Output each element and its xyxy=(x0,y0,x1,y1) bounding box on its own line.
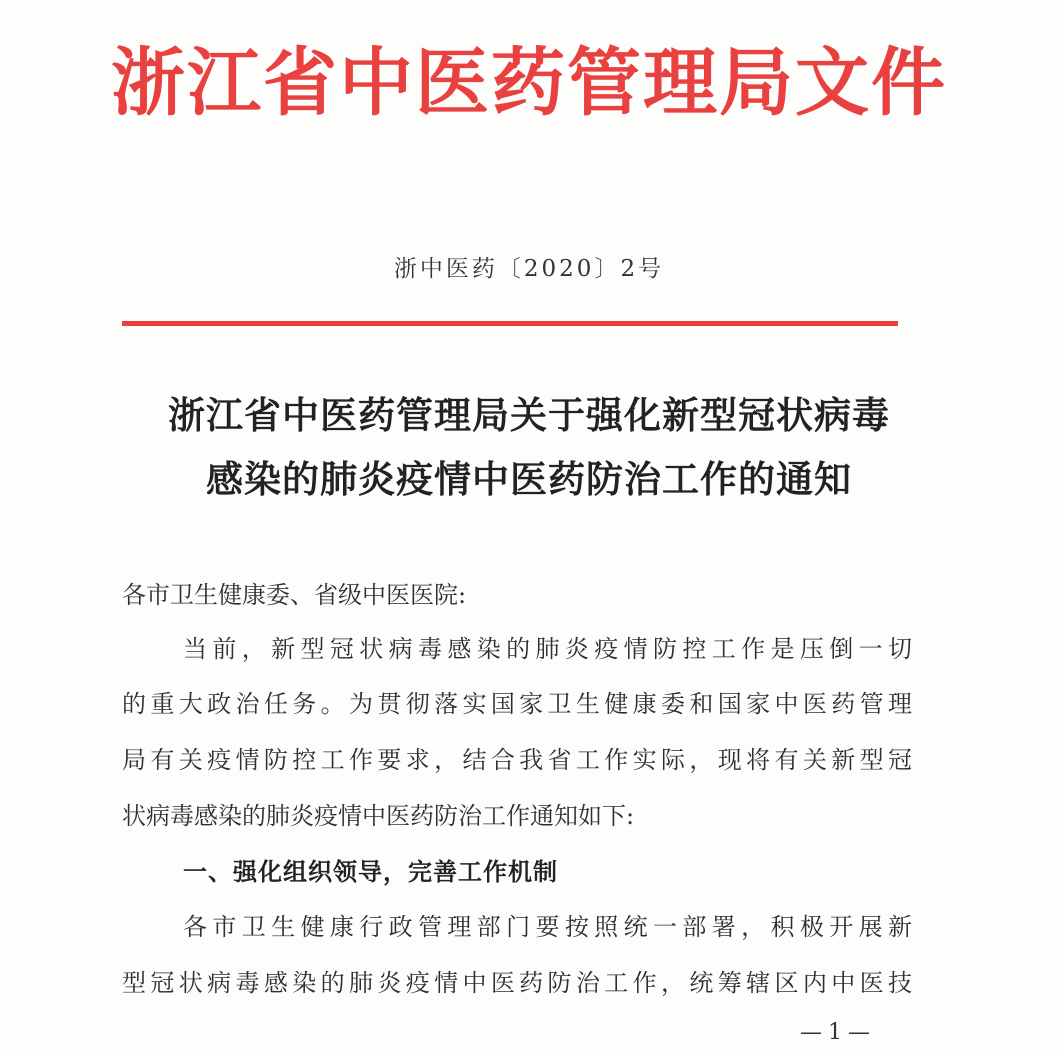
paragraph-line: 局有关疫情防控工作要求，结合我省工作实际，现将有关新型冠 xyxy=(122,746,912,774)
paragraph-line: 各市卫生健康行政管理部门要按照统一部署，积极开展新 xyxy=(183,913,912,941)
paragraph-line: 当前，新型冠状病毒感染的肺炎疫情防控工作是压倒一切 xyxy=(183,635,912,663)
addressee: 各市卫生健康委、省级中医医院: xyxy=(122,581,467,609)
page-number: —1— xyxy=(800,1020,876,1045)
paragraph-line: 的重大政治任务。为贯彻落实国家卫生健康委和国家中医药管理 xyxy=(122,690,912,718)
paragraph-line: 型冠状病毒感染的肺炎疫情中医药防治工作，统筹辖区内中医技 xyxy=(122,969,912,997)
notice-title-line-1: 浙江省中医药管理局关于强化新型冠状病毒 xyxy=(168,394,890,437)
red-separator-line xyxy=(122,321,898,326)
document-number: 浙中医药〔2020〕2号 xyxy=(393,256,665,282)
paragraph-line: 状病毒感染的肺炎疫情中医药防治工作通知如下: xyxy=(122,802,635,830)
section-heading: 一、强化组织领导，完善工作机制 xyxy=(183,858,558,886)
masthead-title: 浙江省中医药管理局文件 xyxy=(111,40,947,126)
notice-title-line-2: 感染的肺炎疫情中医药防治工作的通知 xyxy=(206,458,852,501)
